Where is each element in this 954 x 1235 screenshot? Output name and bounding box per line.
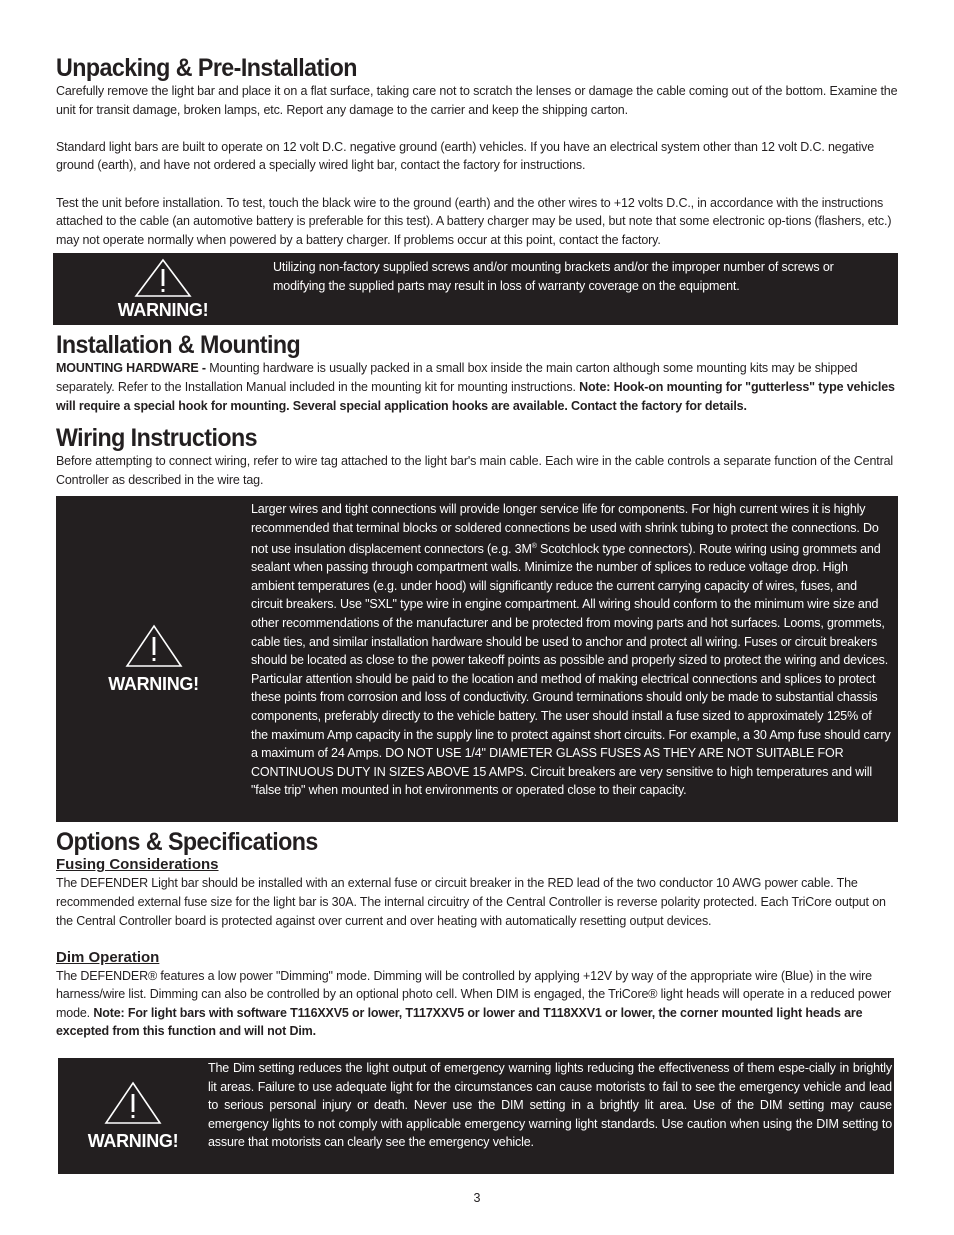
installation-paragraph xyxy=(56,359,898,415)
section-title-unpacking: Unpacking & Pre-Installation xyxy=(56,54,357,82)
warning-label: WARNING! xyxy=(108,673,199,694)
warning-label: WARNING! xyxy=(117,299,209,320)
unpacking-paragraph-1: Carefully remove the light bar and place it on a flat surface, taking care not to scratch the lenses or damage the cable coming out of the bottom. Examine the unit for transit damage, broken lamps, etc. Report any damage to the carrier and keep the shipping carton. xyxy=(56,84,898,117)
unpacking-paragraph-3: Test the unit before installation. To test, touch the black wire to the ground (earth) and the other wires to +12 volts D.C., in accordance with the instructions attached to the cable (an automotive battery is preferable for this test). A battery charger may be used, but note that some electronic op-tions (flashers, etc.) may not operate normally when powered by a battery charger. If problems occur at this point, contact the factory. xyxy=(56,195,892,247)
warning-box-wiring xyxy=(56,496,898,822)
wiring-paragraph: Before attempting to connect wiring, refer to wire tag attached to the light bar's main cable. Each wire in the cable controls a separate function of the Central Controller as described in the wire tag. xyxy=(56,454,894,487)
warning-text: Utilizing non-factory supplied screws and/or mounting brackets and/or the improper number of screws or modifying the supplied parts may result in loss of warranty coverage on the equipment. xyxy=(273,260,834,293)
section-title-options: Options & Specifications xyxy=(56,828,318,857)
mounting-hardware-note: Note: Hook-on mounting for "gutterless" type vehicles will require a special hook for mounting. Several special application hooks are available. Contact the factory for details. xyxy=(56,379,895,413)
section-title-installation: Installation & Mounting xyxy=(56,331,301,360)
warning-triangle-icon xyxy=(134,258,192,298)
warning-triangle-icon xyxy=(125,624,183,668)
warning-text: The Dim setting reduces the light output of emergency warning lights reducing the effectiveness of them espe-cially in brightly lit areas. Failure to use adequate light for the circumstances can cause motorists to fail to see the emergency vehicle and lead to serious personal injury or death. Never use the DIM setting in a brightly lit area. Use of the DIM setting may cause emergency lights to not comply with applicable emergency warning light standards. Use caution when using the DIM setting to assure that motorists can clearly see the emergency vehicle. xyxy=(208,1061,892,1150)
subheading-dim: Dim Operation xyxy=(56,948,160,966)
dim-note: Note: For light bars with software T116XXV5 or lower, T117XXV5 or lower and T118XXV1 or lower, the corner mounted light heads are excepted from this function and will not Dim. xyxy=(56,1005,863,1039)
dim-paragraph: The DEFENDER® features a low power "Dimming" mode. Dimming will be controlled by applying +12V by way of the appropriate wire (Blue) in the wire harness/wire list. Dimming can also be controlled by an optional photo cell. When DIM is engaged, the TriCore® light heads will operate in a reduced power mode. Note: For light bars with software T116XXV5 or lower, T117XXV5 or lower and T118XXV1 or lower, the corner mounted light heads are excepted from this function and will not Dim. xyxy=(56,968,892,1039)
subheading-fusing: Fusing Considerations xyxy=(56,856,219,874)
warning-box-warranty xyxy=(53,253,898,325)
page-content xyxy=(56,54,898,1174)
warning-triangle-icon xyxy=(104,1081,162,1125)
mounting-hardware-lead: MOUNTING HARDWARE - xyxy=(56,361,206,376)
page-number: 3 xyxy=(473,1191,481,1205)
warning-text: Larger wires and tight connections will provide longer service life for components. For high current wires it is highly recommended that terminal blocks or soldered connections be used with shrink tubing to protect the connections. Do not use insulation displacement connectors (e.g. 3M® Scotchlock type connectors). Route wiring using grommets and sealant when passing through compartment walls. Minimize the number of splices to reduce voltage drop. High ambient temperatures (e.g. under hood) will significantly reduce the current carrying capacity of wires, fuses, and circuit breakers. Use "SXL" type wire in engine compartment. All wiring should conform to the minimum wire size and other recommendations of the manufacturer and be protected from moving parts and hot surfaces. Looms, grommets, cable ties, and similar installation hardware should be used to anchor and protect all wiring. Fuses or circuit breakers should be located as close to the power takeoff points as possible and properly sized to protect the wiring and devices. Particular attention should be paid to the location and method of making electrical connections and splices to protect these points from corrosion and loss of conductivity. Ground terminations should only be made to substantial chassis components, preferably directly to the vehicle battery. The user should install a fuse sized to approximately 125% of the maximum Amp capacity in the supply line to protect against short circuits. For example, a 30 Amp fuse should carry a maximum of 24 Amps. DO NOT USE 1/4" DIAMETER GLASS FUSES AS THEY ARE NOT SUITABLE FOR CONTINUOUS DUTY IN SIZES ABOVE 15 AMPS. Circuit breakers are very sensitive to high temperatures and will "false trip" when mounted in hot environments or operated close to their capacity. xyxy=(251,502,891,798)
warning-label: WARNING! xyxy=(87,1130,179,1151)
mounting-hardware-text: Mounting hardware is usually packed in a small box inside the main carton although some mounting kits may be shipped separately. Refer to the Installation Manual included in the mounting kit for mounting instructions. xyxy=(56,361,858,394)
section-title-wiring: Wiring Instructions xyxy=(56,424,258,453)
warning-box-dim xyxy=(58,1058,894,1174)
fusing-paragraph: The DEFENDER Light bar should be installed with an external fuse or circuit breaker in the RED lead of the two conductor 10 AWG power cable. The recommended external fuse size for the light bar is 30A. The internal circuitry of the Central Controller is reverse polarity protected. Each TriCore output on the Central Controller board is protected against over current and over heating with automatically resetting output devices. xyxy=(56,876,886,928)
unpacking-paragraph-2: Standard light bars are built to operate on 12 volt D.C. negative ground (earth) vehicles. If you have an electrical system other than 12 volt D.C. negative ground (earth), and have not ordered a specially wired light bar, contact the factory for instructions. xyxy=(56,139,875,173)
